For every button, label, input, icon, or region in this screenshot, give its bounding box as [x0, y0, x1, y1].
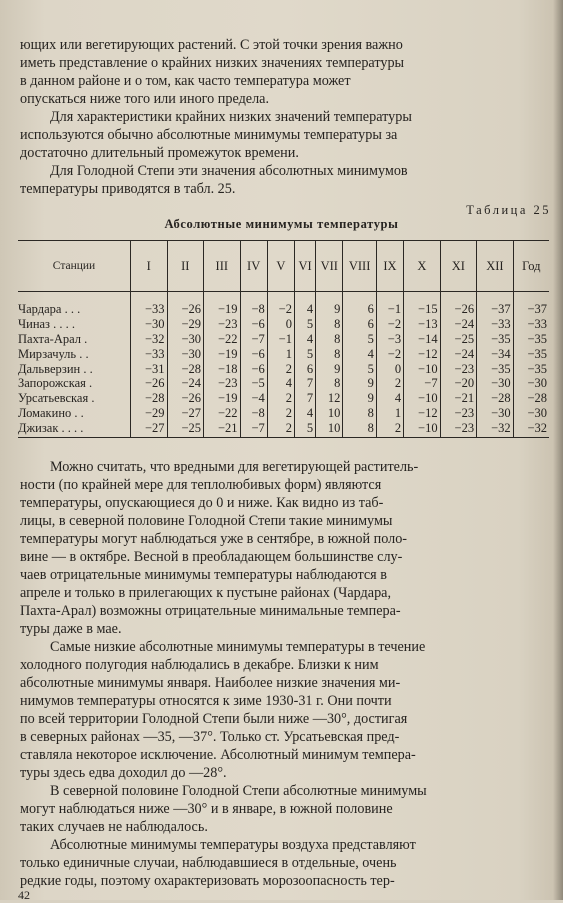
- temperature-cell: −6: [240, 361, 267, 376]
- temperature-cell: 2: [267, 391, 294, 406]
- spacer-cell: [294, 292, 315, 303]
- temperature-cell: −4: [240, 391, 267, 406]
- temperature-cell: 10: [316, 406, 343, 421]
- text-line: таких случаев не наблюдалось.: [20, 819, 208, 835]
- temperature-cell: 10: [316, 420, 343, 437]
- temperature-cell: −25: [440, 332, 477, 347]
- temperature-cell: −12: [404, 406, 441, 421]
- temperature-cell: 2: [267, 361, 294, 376]
- text-line: лицы, в северной половине Голодной Степи такие минимумы: [20, 513, 393, 529]
- station-name-cell: Ломакино . .: [18, 405, 84, 420]
- body-paragraph-4: [20, 836, 548, 890]
- text-line: в северных районах —35, —37°. Только ст. Урсатьевская пред-: [20, 729, 400, 745]
- temperature-cell: 0: [376, 361, 403, 376]
- table-row: [18, 317, 549, 332]
- temperature-cell: 9: [343, 391, 376, 406]
- temperature-cell: −26: [167, 302, 204, 317]
- temperature-cell: −32: [131, 332, 168, 347]
- temperature-cell: 8: [316, 346, 343, 361]
- temperature-cell: −12: [404, 346, 441, 361]
- text-line: чаев отрицательные минимумы температуры наблюдаются в: [20, 567, 387, 583]
- temperature-cell: −21: [440, 391, 477, 406]
- temperature-cell: −1: [267, 332, 294, 347]
- temperature-cell: 1: [376, 406, 403, 421]
- temperature-cell: −19: [204, 391, 241, 406]
- temperature-cell: 4: [267, 376, 294, 391]
- temperature-cell: −24: [440, 346, 477, 361]
- text-line: температуры могут наблюдаться уже в сентябре, в южной поло-: [20, 531, 408, 547]
- spacer-cell: [167, 292, 204, 303]
- temperature-cell: −7: [240, 420, 267, 437]
- column-header: Станции: [18, 241, 131, 292]
- temperature-cell: −8: [240, 302, 267, 317]
- temperature-cell: 8: [316, 317, 343, 332]
- text-line: иметь представление о крайних низких значениях температуры: [20, 55, 405, 71]
- column-header: VII: [316, 241, 343, 292]
- temperature-cell: −19: [204, 346, 241, 361]
- temperature-cell: 4: [376, 391, 403, 406]
- table-row: [18, 361, 549, 376]
- table-title: Абсолютные минимумы температуры: [164, 217, 399, 231]
- temperature-cell: 9: [343, 376, 376, 391]
- text-line: опускаться ниже того или иного предела.: [20, 91, 270, 107]
- temperature-cell: −13: [404, 317, 441, 332]
- spacer-cell: [131, 292, 168, 303]
- temperature-cell: 2: [376, 420, 403, 437]
- temperature-cell: −21: [204, 420, 241, 437]
- spacer-cell: [477, 292, 514, 303]
- text-line: абсолютные минимумы января. Наиболее низкие значения ми-: [20, 675, 401, 691]
- text-line: ющих или вегетирующих растений. С этой точки зрения важно: [20, 37, 403, 53]
- text-line: Можно считать, что вредными для вегетирующей раститель-: [50, 459, 419, 475]
- temperature-cell: −1: [376, 302, 403, 317]
- table-number-label: Таблица 25: [466, 203, 551, 217]
- spacer-cell: [267, 292, 294, 303]
- station-name-cell: Джизак . . . .: [18, 420, 131, 437]
- text-line: могут наблюдаться ниже —30° и в январе, в южной половине: [20, 801, 393, 817]
- temperature-cell: −32: [477, 420, 514, 437]
- temperature-cell: −26: [131, 376, 168, 391]
- text-line: вине — в октябре. Весной в преобладающем большинстве слу-: [20, 549, 403, 565]
- temperature-cell: −37: [477, 302, 514, 317]
- temperature-cell: 2: [267, 420, 294, 437]
- text-line: достаточно длительный промежуток времени.: [20, 145, 299, 161]
- temperature-cell: −7: [240, 332, 267, 347]
- text-line: Для Голодной Степи эти значения абсолютных минимумов: [50, 163, 408, 179]
- temperature-cell: −32: [513, 420, 549, 437]
- spacer-cell: [440, 292, 477, 303]
- temperature-cell: −14: [404, 332, 441, 347]
- temperature-cell: 0: [267, 317, 294, 332]
- temperature-cell: −22: [204, 332, 241, 347]
- temperature-cell: −30: [477, 406, 514, 421]
- table-row: [18, 332, 549, 347]
- temperature-cell: −24: [167, 376, 204, 391]
- spacer-cell: [316, 292, 343, 303]
- temperature-cell: −2: [376, 317, 403, 332]
- intro-paragraph-3: [20, 162, 548, 198]
- spacer-cell: [240, 292, 267, 303]
- temperature-cell: 2: [267, 406, 294, 421]
- temperature-cell: 5: [294, 420, 315, 437]
- temperature-cell: −26: [167, 391, 204, 406]
- text-line: температуры приводятся в табл. 25.: [20, 181, 236, 197]
- text-line: нимумов температуры относятся к зиме 1930-31 г. Они почти: [20, 693, 392, 709]
- station-name-cell: Пахта-Арал .: [18, 331, 88, 346]
- table-row: [18, 391, 549, 406]
- temperature-cell: −30: [513, 406, 549, 421]
- body-paragraph-3: [20, 782, 548, 836]
- column-header: X: [404, 241, 441, 292]
- temperature-cell: 9: [316, 361, 343, 376]
- table-row: [18, 406, 549, 421]
- table-row: [18, 346, 549, 361]
- station-name-cell: Чиназ . . . .: [18, 317, 75, 332]
- temperature-cell: −35: [513, 332, 549, 347]
- temperature-cell: −33: [513, 317, 549, 332]
- temperature-cell: −28: [131, 391, 168, 406]
- temperature-cell: 4: [294, 332, 315, 347]
- column-header: IV: [240, 241, 267, 292]
- temperature-cell: −10: [404, 391, 441, 406]
- text-line: ности (по крайней мере для теплолюбивых форм) являются: [20, 477, 382, 493]
- intro-paragraph-2: [20, 108, 548, 162]
- temperature-cell: −2: [376, 346, 403, 361]
- station-name-cell: Мирзачуль . .: [18, 346, 89, 361]
- text-line: только единичные случаи, наблюдавшиеся в отдельные, очень: [20, 855, 397, 871]
- temperature-cell: −23: [440, 406, 477, 421]
- temperature-cell: −28: [477, 391, 514, 406]
- temperature-cell: −10: [404, 420, 441, 437]
- table-header-row: [18, 241, 549, 292]
- table-row: [18, 376, 549, 391]
- temperature-cell: 6: [294, 361, 315, 376]
- temperature-cell: −15: [404, 302, 441, 317]
- temperature-cell: −31: [131, 361, 168, 376]
- spacer-cell: [343, 292, 376, 303]
- temperature-cell: −5: [240, 376, 267, 391]
- temperature-cell: 5: [294, 346, 315, 361]
- column-header: IX: [376, 241, 403, 292]
- text-line: В северной половине Голодной Степи абсолютные минимумы: [50, 783, 427, 799]
- text-line: туры здесь едва доходил до —28°.: [20, 765, 227, 781]
- text-line: редкие годы, поэтому охарактеризовать морозоопасность тер-: [20, 873, 395, 889]
- temperature-cell: −34: [477, 346, 514, 361]
- temperature-cell: 5: [294, 317, 315, 332]
- temperature-cell: −23: [204, 317, 241, 332]
- column-header: XI: [440, 241, 477, 292]
- text-line: холодного полугодия наблюдались в декабре. Близки к ним: [20, 657, 379, 673]
- temperature-cell: −3: [376, 332, 403, 347]
- temperature-cell: −33: [477, 317, 514, 332]
- temperature-cell: 7: [294, 391, 315, 406]
- temperature-cell: 4: [294, 302, 315, 317]
- table-row: [18, 420, 549, 437]
- temperature-cell: 6: [343, 317, 376, 332]
- spacer-cell: [376, 292, 403, 303]
- text-line: в данном районе и о том, как часто температура может: [20, 73, 351, 89]
- temperature-cell: −23: [204, 376, 241, 391]
- station-name-cell: Урсатьевская .: [18, 391, 95, 406]
- column-header: V: [267, 241, 294, 292]
- text-line: туры даже в мае.: [20, 621, 122, 637]
- column-header: VI: [294, 241, 315, 292]
- text-line: Абсолютные минимумы температуры воздуха представляют: [50, 837, 416, 853]
- temperature-cell: 2: [376, 376, 403, 391]
- temperature-cell: −8: [240, 406, 267, 421]
- temperature-cell: −28: [167, 361, 204, 376]
- temperature-cell: −30: [131, 317, 168, 332]
- temperature-cell: −7: [404, 376, 441, 391]
- temperature-cell: −30: [167, 332, 204, 347]
- temperature-cell: 1: [267, 346, 294, 361]
- temperature-cell: −29: [167, 317, 204, 332]
- table-row: [18, 302, 549, 317]
- column-header: XII: [477, 241, 514, 292]
- temperature-cell: 8: [316, 332, 343, 347]
- station-name-cell: Дальверзин . .: [18, 361, 93, 376]
- temperature-cell: −10: [404, 361, 441, 376]
- temperature-cell: −30: [513, 376, 549, 391]
- text-line: используются обычно абсолютные минимумы температуры за: [20, 127, 398, 143]
- temperature-cell: −35: [477, 332, 514, 347]
- text-line: ставляла некоторое исключение. Абсолютный минимум темпера-: [20, 747, 416, 763]
- temperature-cell: 8: [316, 376, 343, 391]
- temperature-cell: −35: [513, 346, 549, 361]
- temperature-cell: −33: [131, 302, 168, 317]
- table-spacer-row: [18, 292, 549, 303]
- temperature-cell: −19: [204, 302, 241, 317]
- temperature-cell: 12: [316, 391, 343, 406]
- text-line: Пахта-Арал) возможны отрицательные минимальные темпера-: [20, 603, 401, 619]
- column-header: VIII: [343, 241, 376, 292]
- column-header: II: [167, 241, 204, 292]
- intro-paragraph-1: [20, 36, 548, 108]
- temperature-cell: −28: [513, 391, 549, 406]
- text-line: по всей территории Голодной Степи были ниже —30°, достигая: [20, 711, 408, 727]
- column-header: I: [131, 241, 168, 292]
- temperature-cell: 4: [294, 406, 315, 421]
- temperature-cell: −22: [204, 406, 241, 421]
- temperature-cell: −6: [240, 317, 267, 332]
- page-number: 42: [18, 888, 30, 902]
- temperature-cell: 9: [316, 302, 343, 317]
- temperature-cell: −20: [440, 376, 477, 391]
- temperature-cell: −30: [167, 346, 204, 361]
- temperature-cell: −35: [477, 361, 514, 376]
- temperature-cell: 7: [294, 376, 315, 391]
- temperature-cell: −6: [240, 346, 267, 361]
- temperature-cell: 8: [343, 420, 376, 437]
- temperature-cell: 5: [343, 361, 376, 376]
- temperature-cell: −18: [204, 361, 241, 376]
- spacer-cell: [513, 292, 549, 303]
- temperature-cell: −29: [131, 406, 168, 421]
- text-line: Для характеристики крайних низких значений температуры: [50, 109, 412, 125]
- station-name-cell: Запорожская .: [18, 376, 93, 391]
- temperature-cell: 6: [343, 302, 376, 317]
- text-line: температуры, опускающиеся до 0 и ниже. Как видно из таб-: [20, 495, 384, 511]
- column-header: III: [204, 241, 241, 292]
- temperature-cell: 8: [343, 406, 376, 421]
- spacer-cell: [204, 292, 241, 303]
- temperature-cell: −27: [167, 406, 204, 421]
- page-edge-shadow: [553, 0, 563, 900]
- temperature-cell: −25: [167, 420, 204, 437]
- temperature-cell: −23: [440, 420, 477, 437]
- temperature-cell: −35: [513, 361, 549, 376]
- temperature-cell: −30: [477, 376, 514, 391]
- temperature-cell: −26: [440, 302, 477, 317]
- temperature-cell: −2: [267, 302, 294, 317]
- body-paragraph-2: [20, 638, 548, 782]
- spacer-cell: [18, 292, 131, 303]
- station-name-cell: Чардара . . .: [18, 302, 81, 317]
- temperature-cell: −23: [440, 361, 477, 376]
- column-header: Год: [513, 241, 549, 292]
- body-paragraph-1: [20, 458, 548, 638]
- temperature-cell: −33: [131, 346, 168, 361]
- spacer-cell: [404, 292, 441, 303]
- temperature-cell: −37: [513, 302, 549, 317]
- temperature-cell: −24: [440, 317, 477, 332]
- text-line: Самые низкие абсолютные минимумы температуры в течение: [50, 639, 426, 655]
- temperature-cell: 4: [343, 346, 376, 361]
- temperature-minimum-table: [18, 240, 549, 438]
- temperature-cell: −27: [131, 420, 168, 437]
- text-line: апреле и только в прилегающих к пустыне районах (Чардара,: [20, 585, 392, 601]
- temperature-cell: 5: [343, 332, 376, 347]
